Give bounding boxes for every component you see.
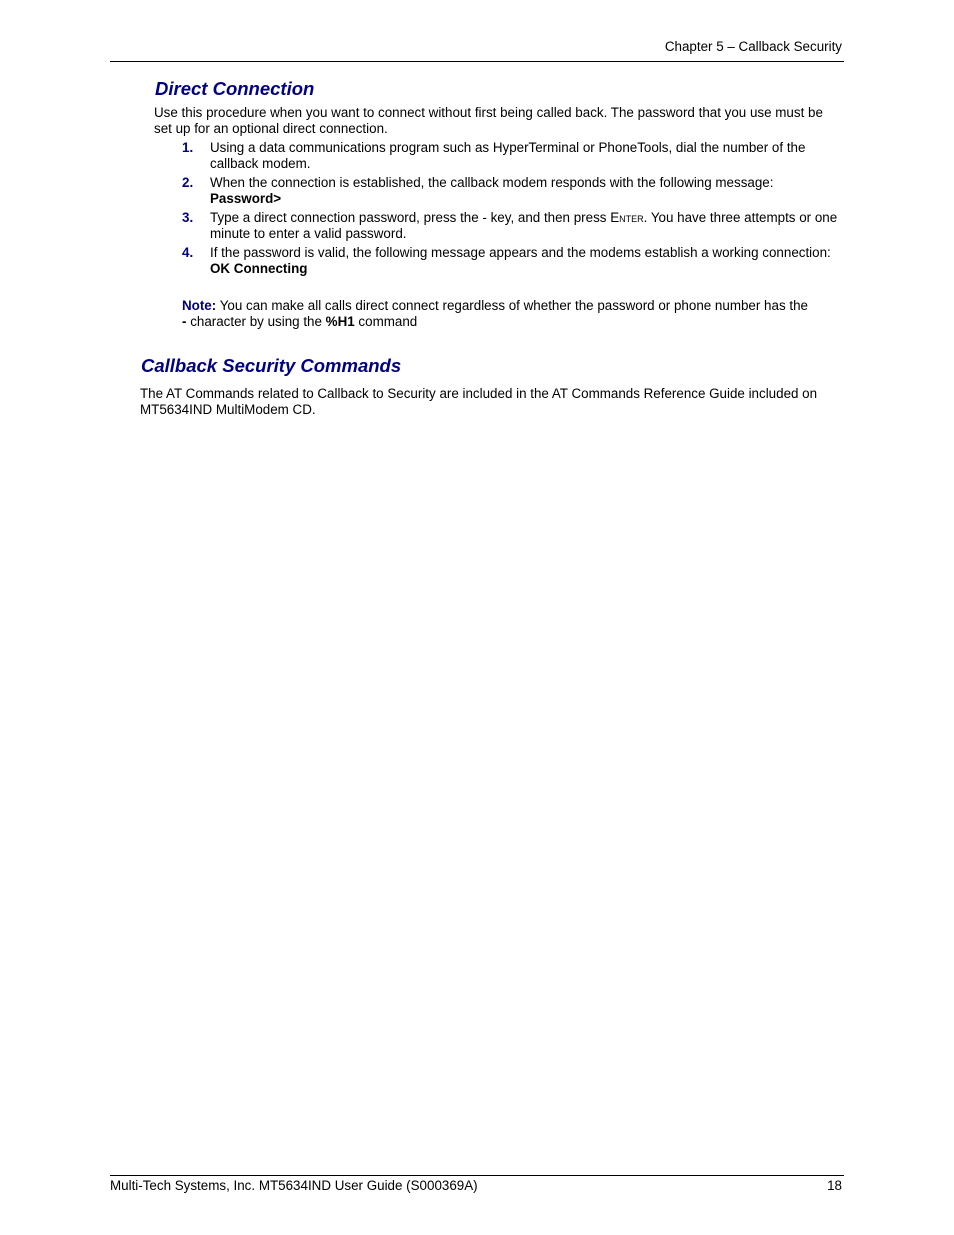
- note: [182, 298, 844, 330]
- step-body: [210, 245, 844, 277]
- step-number: 3.: [182, 210, 194, 225]
- step-text: Using a data communications program such as HyperTerminal or PhoneTools, dial the number of the callback modem.: [210, 140, 806, 171]
- step-body: [210, 210, 844, 242]
- step-number: 1.: [182, 140, 194, 155]
- section-heading-direct-connection: Direct Connection: [155, 78, 315, 99]
- note-dash: -: [182, 314, 187, 329]
- list-item: [182, 245, 844, 277]
- modem-message: Password>: [210, 191, 282, 206]
- note-text: character by using the: [186, 314, 326, 329]
- note-text: command: [354, 314, 418, 329]
- step-text: Type a direct connection password, press the - key, and then press: [210, 210, 611, 225]
- running-header: Chapter 5 – Callback Security: [664, 39, 842, 54]
- key-name: Enter: [610, 210, 644, 225]
- header-divider: [110, 61, 844, 62]
- page-number: 18: [827, 1178, 842, 1193]
- footer-title: Multi-Tech Systems, Inc. MT5634IND User Guide (S000369A): [110, 1178, 478, 1193]
- direct-connection-intro: Use this procedure when you want to connect without first being called back. The password that you use must be set up for an optional direct connection.: [154, 105, 823, 136]
- list-item: [182, 175, 844, 207]
- step-text: . You have three attempts or one minute to enter a valid password.: [210, 210, 838, 241]
- step-text: If the password is valid, the following message appears and the modems establish a working connection:: [210, 245, 831, 260]
- note-command: %H1: [325, 314, 355, 329]
- note-text: You can make all calls direct connect regardless of whether the password or phone number has the: [216, 298, 808, 313]
- procedure-steps: [182, 140, 844, 280]
- step-number: 2.: [182, 175, 194, 190]
- step-text: When the connection is established, the callback modem responds with the following message:: [210, 175, 774, 190]
- modem-message: OK Connecting: [210, 261, 308, 276]
- note-label: Note:: [182, 298, 217, 313]
- footer-divider: [110, 1175, 844, 1176]
- list-item: [182, 140, 844, 172]
- step-number: 4.: [182, 245, 194, 260]
- section-heading-callback-security-commands: Callback Security Commands: [141, 355, 402, 376]
- callback-commands-text: The AT Commands related to Callback to Security are included in the AT Commands Reference Guide included on MT5634IND MultiModem CD.: [140, 386, 818, 417]
- step-body: [210, 175, 844, 207]
- list-item: [182, 210, 844, 242]
